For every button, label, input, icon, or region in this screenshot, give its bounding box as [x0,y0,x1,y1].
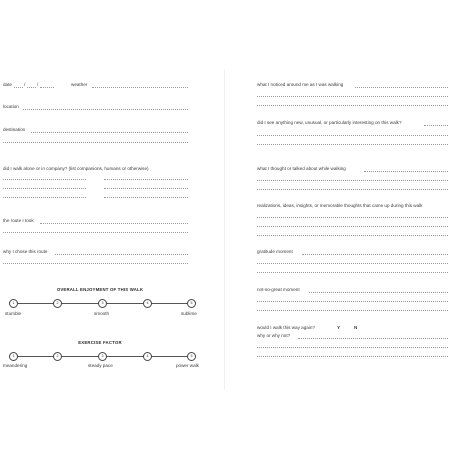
why-line[interactable] [257,356,448,357]
page-gutter [224,70,225,390]
noticed-line[interactable] [257,96,448,97]
why-line[interactable] [257,347,448,348]
noticed-line[interactable] [257,105,448,106]
not-great-line[interactable] [257,310,448,311]
new-things-line[interactable] [257,144,448,145]
exercise-scale-title: EXERCISE FACTOR [78,340,122,345]
why-route-label: why I chose this route [3,249,48,254]
exercise-mid-label: steady pace [88,363,113,368]
thoughts-label: what I thought or talked about while walking [257,166,346,171]
companion-line[interactable] [3,197,86,198]
route-label: the route I took [3,218,34,223]
new-things-line[interactable] [257,135,448,136]
enjoyment-option-5[interactable]: 5 [187,299,196,308]
date-day-line[interactable] [14,87,23,88]
walk-again-no[interactable]: N [354,325,358,330]
enjoyment-low-label: stumble [5,311,22,316]
not-great-line[interactable] [257,301,448,302]
not-great-label: not-so-great moment [257,287,300,292]
why-route-line[interactable] [3,263,188,264]
enjoyment-option-3[interactable]: 3 [98,299,107,308]
thoughts-line[interactable] [257,189,448,190]
companion-line[interactable] [3,179,86,180]
company-label: did I walk alone or in company? (list companions, humans or otherwise) [3,166,149,171]
not-great-line[interactable] [309,292,448,293]
route-line[interactable] [40,223,188,224]
destination-line[interactable] [3,142,188,143]
gratitude-label: gratitude moment [257,249,293,254]
companion-line[interactable] [104,179,188,180]
date-label: date [3,82,12,87]
new-things-label: did I see anything new, unusual, or particularly interesting on this walk? [257,120,402,125]
date-month-line[interactable] [27,87,36,88]
exercise-option-5[interactable]: 5 [187,352,196,361]
realizations-line[interactable] [257,226,448,227]
enjoyment-scale-title: OVERALL ENJOYMENT OF THIS WALK [56,287,144,292]
noticed-line[interactable] [355,87,448,88]
walk-again-label: would I walk this way again? [257,325,315,330]
exercise-option-2[interactable]: 2 [53,352,62,361]
route-line[interactable] [3,232,188,233]
why-or-why-not-label: why or why not? [257,333,291,338]
new-things-line[interactable] [424,125,448,126]
companion-line[interactable] [3,188,86,189]
thoughts-line[interactable] [364,171,448,172]
companion-line[interactable] [104,197,188,198]
date-separator: / [24,82,26,87]
weather-line[interactable] [92,87,188,88]
exercise-low-label: meandering [3,363,28,368]
walk-again-yes[interactable]: Y [337,325,341,330]
location-line[interactable] [23,109,188,110]
enjoyment-option-1[interactable]: 1 [9,299,18,308]
noticed-label: what I noticed around me as I was walking [257,82,344,87]
thoughts-line[interactable] [257,180,448,181]
location-label: location [3,104,19,109]
companion-line[interactable] [104,188,188,189]
realizations-line[interactable] [257,235,448,236]
destination-line[interactable] [31,132,188,133]
enjoyment-mid-label: smooth [94,311,110,316]
exercise-high-label: power walk [176,363,199,368]
weather-label: weather [71,82,88,87]
exercise-option-4[interactable]: 4 [143,352,152,361]
gratitude-line[interactable] [302,254,448,255]
realizations-label: realizations, ideas, insights, or memorable thoughts that came up during this walk [257,203,423,208]
date-year-line[interactable] [40,87,54,88]
gratitude-line[interactable] [257,263,448,264]
exercise-option-1[interactable]: 1 [9,352,18,361]
date-separator: / [37,82,39,87]
exercise-option-3[interactable]: 3 [98,352,107,361]
enjoyment-option-4[interactable]: 4 [143,299,152,308]
enjoyment-high-label: sublime [181,311,197,316]
why-route-line[interactable] [55,254,188,255]
destination-label: destination [3,127,26,132]
realizations-line[interactable] [257,217,448,218]
enjoyment-option-2[interactable]: 2 [53,299,62,308]
gratitude-line[interactable] [257,272,448,273]
why-line[interactable] [298,338,448,339]
